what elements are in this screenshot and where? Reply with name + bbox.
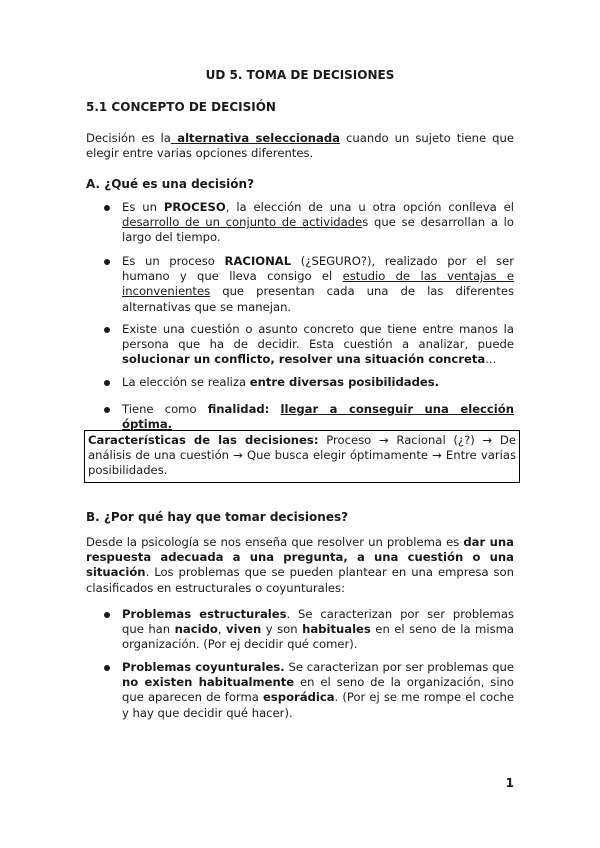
text-run-bold: nacido bbox=[174, 622, 218, 637]
text-run: ... bbox=[485, 352, 497, 367]
summary-box bbox=[84, 430, 520, 483]
text-run-underlined: alternativa seleccionada bbox=[170, 131, 340, 145]
text-run: (¿SEGURO?), realizado por el ser humano y que lleva consigo el bbox=[122, 254, 514, 284]
text-run-underlined: estudio de las ventajas e inconvenientes bbox=[122, 269, 514, 299]
list-item bbox=[100, 322, 514, 368]
text-run: que presentan cada una de las diferentes alternativas que se manejan. bbox=[122, 284, 514, 314]
text-run-bold: solucionar un conflicto bbox=[122, 352, 271, 367]
text-run: Es un proceso bbox=[122, 254, 225, 268]
bullet-list-a bbox=[100, 402, 514, 432]
text-run: . Se caracterizan por ser problemas que han bbox=[122, 607, 514, 637]
text-run: s que se desarrollan a lo largo del tiempo. bbox=[122, 215, 514, 245]
text-run: Es un bbox=[122, 200, 164, 214]
text-run-bold: viven bbox=[226, 622, 262, 637]
text-run: en el seno de la organización, sino que aparecen de forma bbox=[122, 675, 514, 705]
text-run bbox=[269, 402, 280, 416]
text-run: Se caracterizan por ser problemas que bbox=[284, 660, 514, 674]
list-item bbox=[100, 402, 514, 432]
subheading-a: A. ¿Qué es una decisión? bbox=[86, 177, 255, 191]
text-run: Existe una cuestión o asunto concreto que tiene entre manos la persona que ha de decidir. Esta cuestión a analizar, puede bbox=[122, 322, 514, 352]
text-run-bold: , bbox=[270, 352, 279, 367]
text-run: Decisión es la bbox=[86, 131, 171, 145]
text-run-bold: PROCESO bbox=[163, 200, 226, 214]
bullet-list-a bbox=[100, 375, 514, 390]
text-run: Proceso → Racional (¿?) → De análisis de una cuestión → Que busca elegir óptimamente → Entre varias posibilidades. bbox=[88, 433, 516, 478]
text-run-bold: habituales bbox=[302, 622, 371, 637]
paragraph-b bbox=[86, 535, 514, 596]
text-run: La elección se realiza bbox=[122, 375, 250, 389]
section-heading: 5.1 CONCEPTO DE DECISIÓN bbox=[86, 100, 276, 114]
text-run-bold: entre diversas posibilidades. bbox=[249, 375, 440, 389]
text-run: , bbox=[217, 622, 227, 637]
text-run: cuando un sujeto tiene que elegir entre varias opciones diferentes. bbox=[86, 131, 514, 161]
bullet-list-a bbox=[100, 200, 514, 246]
text-run-bold: resolver una situación concreta bbox=[278, 352, 486, 367]
bullet-list-a bbox=[100, 254, 514, 315]
text-run-bold-underlined: llegar a conseguir una elección óptima. bbox=[122, 402, 514, 432]
bullet-list-b bbox=[100, 607, 514, 653]
page-number: 1 bbox=[505, 776, 514, 790]
text-run-bold: Problemas coyunturales. bbox=[122, 660, 285, 674]
text-run-bold: Características de las decisiones: bbox=[88, 433, 319, 447]
document-title: UD 5. TOMA DE DECISIONES bbox=[205, 68, 395, 82]
subheading-b: B. ¿Por qué hay que tomar decisiones? bbox=[86, 510, 349, 524]
text-run-bold: Problemas estructurales bbox=[122, 607, 287, 621]
text-run-underlined: desarrollo de un conjunto de actividade bbox=[122, 215, 363, 230]
list-item bbox=[100, 254, 514, 315]
text-run: Desde la psicología se nos enseña que resolver un problema es bbox=[86, 535, 464, 549]
text-run-bold: no existen habitualmente bbox=[122, 675, 295, 690]
text-run: Tiene como bbox=[122, 402, 208, 416]
text-run: . (Por ej se me rompe el coche y hay que decidir qué hacer). bbox=[122, 690, 515, 720]
text-run-bold: RACIONAL bbox=[224, 254, 292, 268]
list-item bbox=[100, 660, 514, 721]
list-item bbox=[100, 200, 514, 246]
bullet-list-a bbox=[100, 322, 514, 368]
text-run: . Los problemas que se pueden plantear en una empresa son clasificados en estructurales o coyunturales: bbox=[86, 565, 514, 595]
text-run: y son bbox=[261, 622, 303, 637]
list-item bbox=[100, 607, 514, 653]
definition-paragraph bbox=[86, 131, 514, 161]
text-run-bold: esporádica bbox=[263, 690, 335, 705]
text-run: , la elección de una u otra opción conlleva el bbox=[225, 200, 514, 214]
text-run-bold: finalidad: bbox=[207, 402, 270, 416]
list-item bbox=[100, 375, 514, 390]
bullet-list-b bbox=[100, 660, 514, 721]
text-run-bold: dar una respuesta adecuada a una pregunta, a una cuestión o una situación bbox=[86, 535, 514, 580]
text-run: en el seno de la misma organización. (Por ej decidir qué comer). bbox=[122, 622, 515, 652]
